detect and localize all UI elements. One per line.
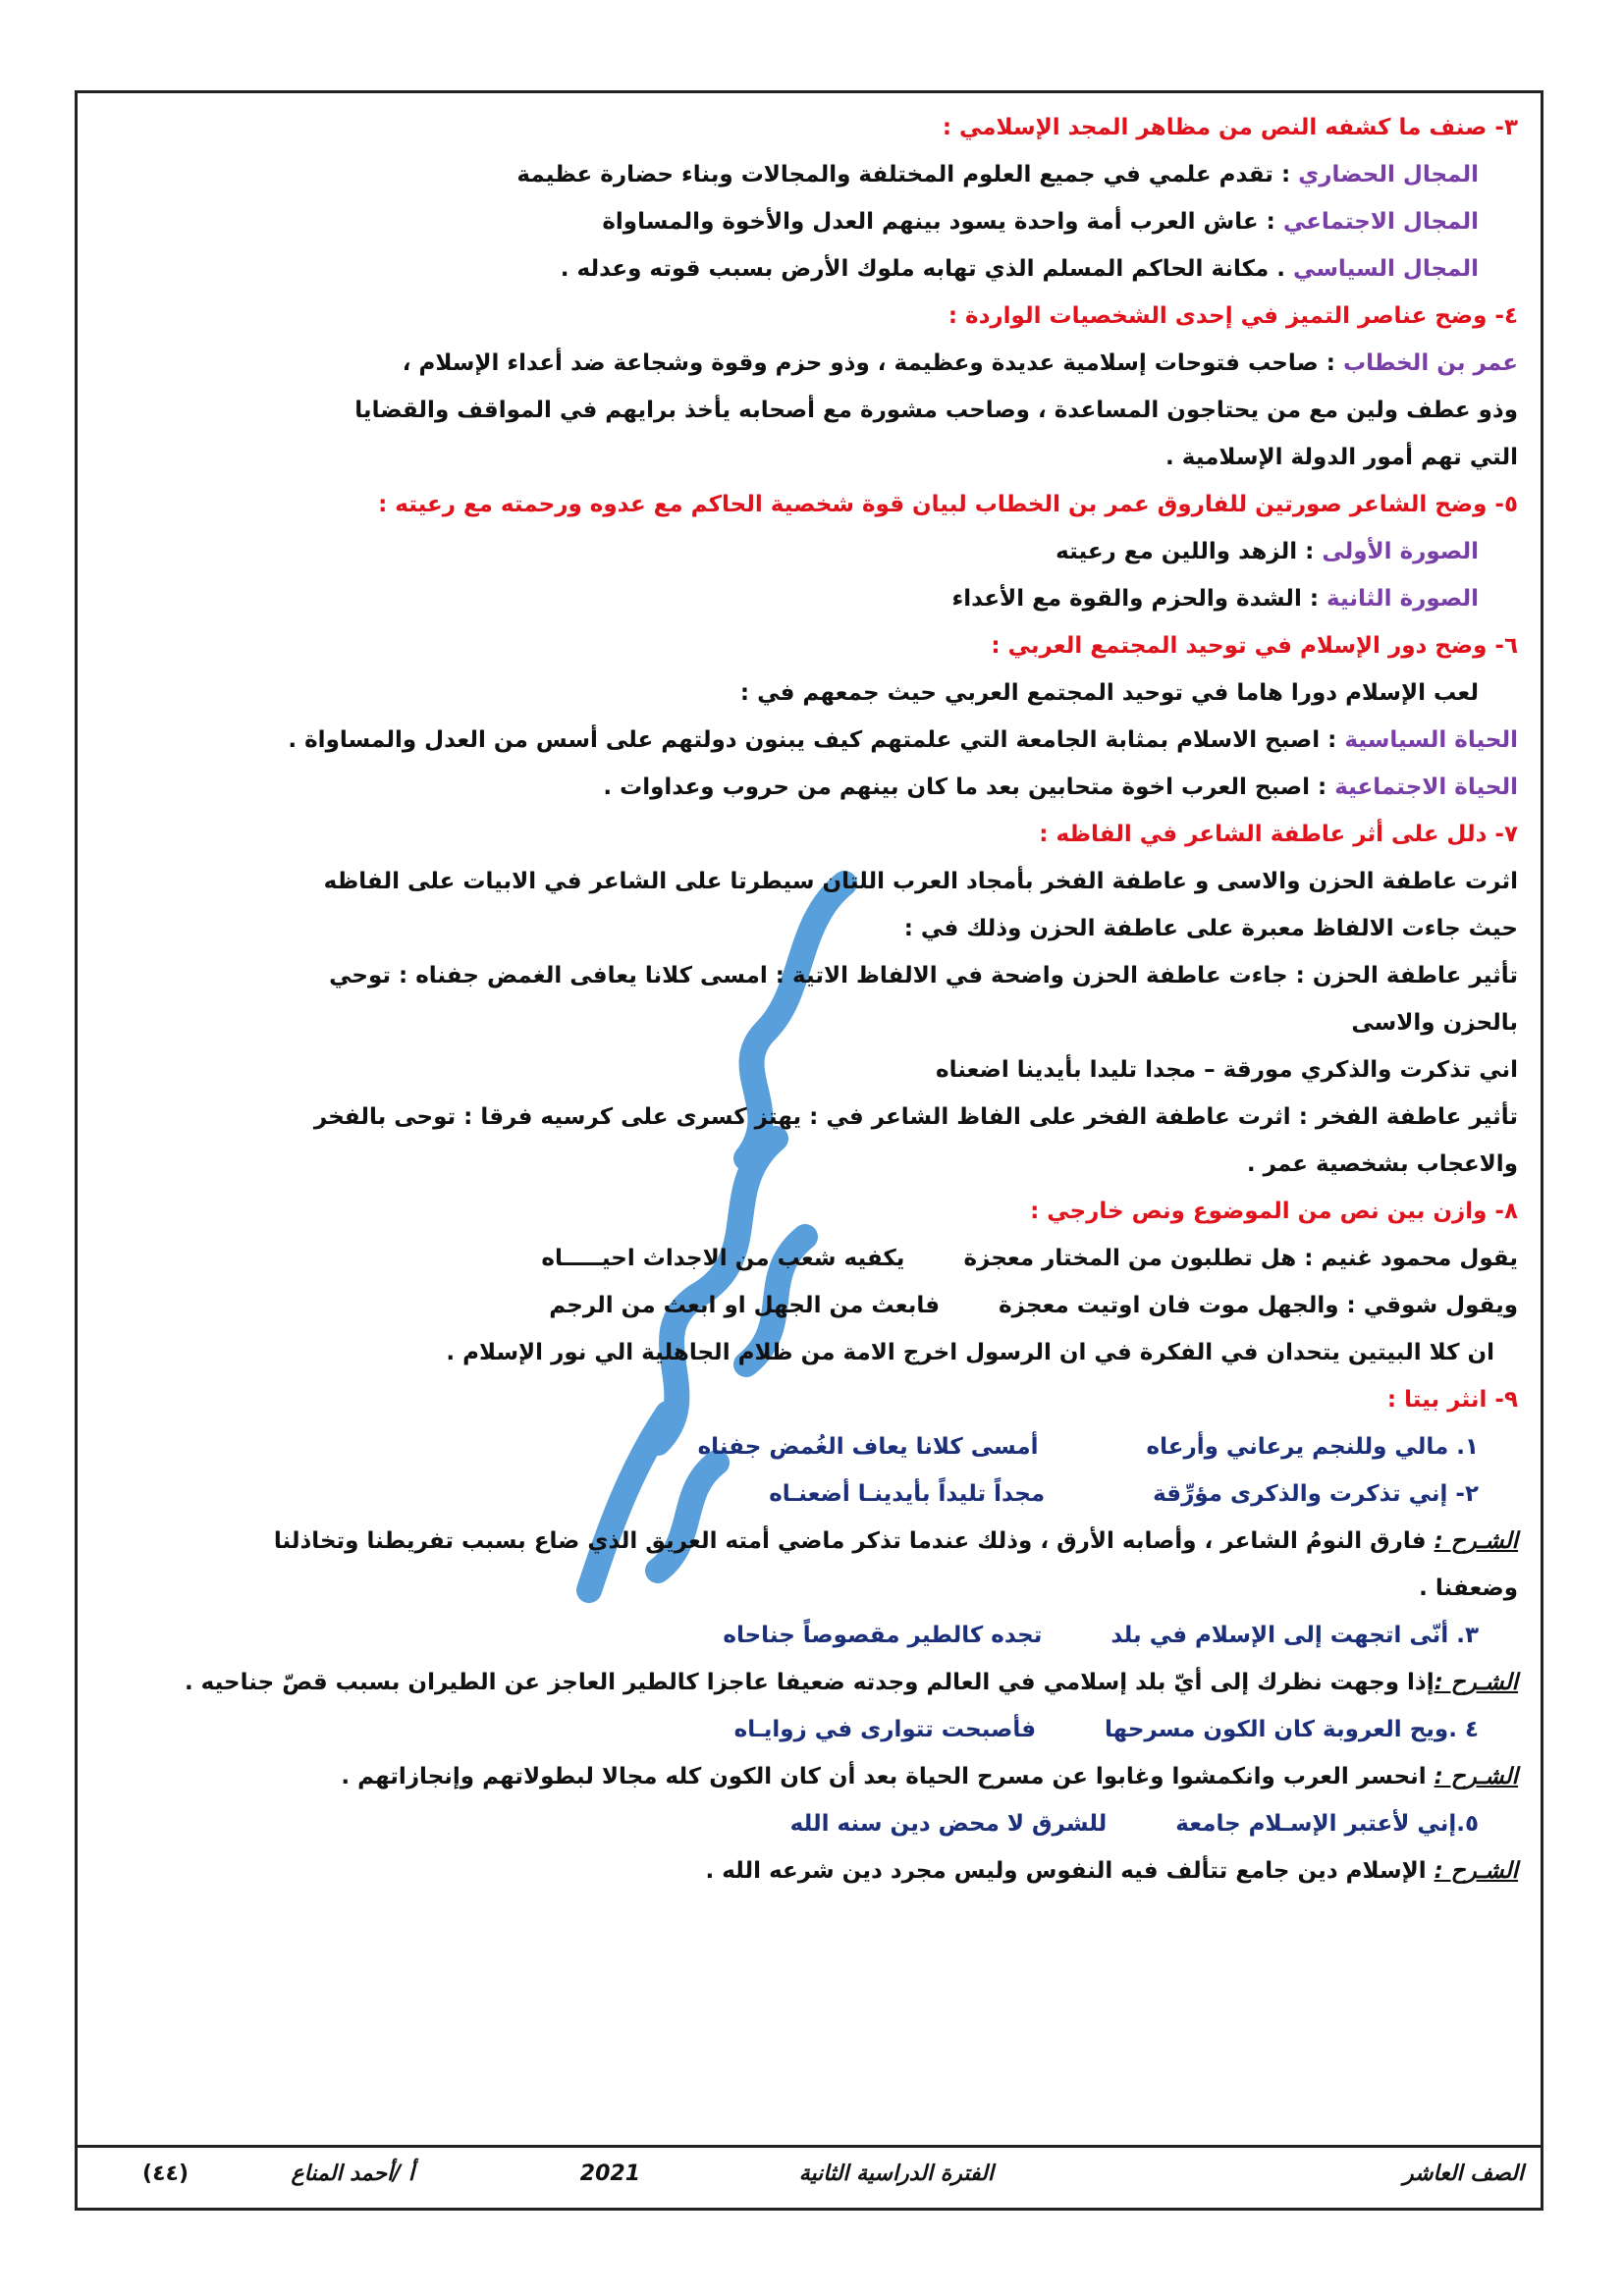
- q9-explain-4: [108, 1847, 1518, 1895]
- q3-item-3-label: المجال السياسي: [1293, 256, 1479, 282]
- q7-line: تأثير عاطفة الفخر : اثرت عاطفة الفخر على الفاظ الشاعر في : يهتز كسرى على كرسيه فرقا : توحى بالفخر: [313, 1104, 1518, 1130]
- q9-verse-3-b: تجده كالطير مقصوصاً جناحاه: [723, 1623, 1043, 1648]
- q5-item-1: [108, 528, 1518, 575]
- q9-explain-1-text: فارق النومُ الشاعر ، وأصابه الأرق ، وذلك عندما تذكر ماضي أمته العريق الذي ضاع بسبب تفريطنا وتخاذلنا: [273, 1528, 1435, 1554]
- q9-verse-5-a: ٥.إني لأعتبر الإسـلام جامعة: [1175, 1811, 1479, 1837]
- q3-item-3: [108, 245, 1518, 293]
- page-footer: [75, 2150, 1543, 2209]
- q3-item-2-label: المجال الاجتماعي: [1282, 209, 1479, 235]
- q5-item-2-text: : الشدة والحزم والقوة مع الأعداء: [951, 586, 1327, 612]
- q6-item-2-text: : اصبح العرب اخوة متحابين بعد ما كان بينهم من حروب وعداوات .: [603, 774, 1335, 800]
- q8-conclusion: ان كلا البيتين يتحدان في الفكرة في ان الرسول اخرج الامة من ظلام الجاهلية الي نور الإسلام .: [446, 1340, 1494, 1365]
- q9-verse-3-a: ٣. أنّى اتجهت إلى الإسلام في بلد: [1110, 1623, 1479, 1648]
- question-7-title: ٧- دلل على أثر عاطفة الشاعر في الفاظه :: [1039, 822, 1518, 847]
- q6-item-2: [108, 764, 1518, 811]
- q9-verse-3: [108, 1612, 1518, 1659]
- q4-line-1-text: : صاحب فتوحات إسلامية عديدة وعظيمة ، وذو حزم وقوة وشجاعة ضد أعداء الإسلام ،: [402, 350, 1343, 376]
- q3-item-1-label: المجال الحضاري: [1298, 162, 1479, 187]
- footer-teacher: أ /أحمد المناع: [291, 2162, 414, 2186]
- question-8-title: ٨- وازن بين نص من الموضوع ونص خارجي :: [1030, 1199, 1518, 1224]
- q9-explain-4-label: الشـرح :: [1434, 1858, 1518, 1884]
- footer-term: الفترة الدراسية الثانية: [798, 2162, 994, 2186]
- q3-item-1: [108, 151, 1518, 198]
- q9-verse-1-a: ١. مالي وللنجم يرعاني وأرعاه: [1146, 1434, 1479, 1460]
- q7-line: بالحزن والاسى: [1351, 1010, 1518, 1036]
- q3-item-2-text: : عاش العرب أمة واحدة يسود بينهم العدل والأخوة والمساواة: [602, 209, 1283, 235]
- q3-item-1-text: : تقدم علمي في جميع العلوم المختلفة والمجالات وبناء حضارة عظيمة: [516, 162, 1299, 187]
- q8-poet-1-a: يقول محمود غنيم : هل تطلبون من المختار معجزة: [963, 1246, 1518, 1271]
- q4-line-3: التي تهم أمور الدولة الإسلامية .: [1165, 445, 1518, 470]
- q9-explain-3-label: الشـرح :: [1434, 1764, 1518, 1789]
- q9-verse-1: [108, 1423, 1518, 1470]
- q7-line: اني تذكرت والذكري مورقة – مجدا تليدا بأيدينا اضعناه: [936, 1057, 1518, 1083]
- q6-intro: لعب الإسلام دورا هاما في توحيد المجتمع العربي حيث جمعهم في :: [739, 680, 1479, 706]
- q7-line: والاعجاب بشخصية عمر .: [1246, 1151, 1518, 1177]
- q9-verse-2: [108, 1470, 1518, 1518]
- q9-verse-4: [108, 1706, 1518, 1753]
- q4-line-2: وذو عطف ولين مع من يحتاجون المساعدة ، وصاحب مشورة مع أصحابه يأخذ برايهم في المواقف والقضايا: [354, 398, 1518, 423]
- footer-year: 2021: [579, 2162, 640, 2186]
- q6-item-1: [108, 717, 1518, 764]
- question-5-title: ٥- وضح الشاعر صورتين للفاروق عمر بن الخطاب لبيان قوة شخصية الحاكم مع عدوه ورحمته مع رعيته :: [378, 492, 1518, 517]
- question-4-title: ٤- وضح عناصر التميز في إحدى الشخصيات الواردة :: [947, 303, 1518, 329]
- q5-item-1-label: الصورة الأولى: [1322, 539, 1479, 564]
- q9-verse-2-b: مجداً تليداً بأيدينـا أضعنـاه: [769, 1481, 1046, 1507]
- q9-verse-2-a: ٢- إني تذكرت والذكرى مؤرِّقة: [1153, 1481, 1479, 1507]
- q3-item-3-text: . مكانة الحاكم المسلم الذي تهابه ملوك الأرض بسبب قوته وعدله .: [560, 256, 1294, 282]
- q9-explain-3: [108, 1753, 1518, 1800]
- q9-explain-2: [108, 1659, 1518, 1706]
- q9-explain-1: [108, 1518, 1518, 1565]
- q8-poet-1: [108, 1235, 1518, 1282]
- question-6-title: ٦- وضح دور الإسلام في توحيد المجتمع العربي :: [991, 633, 1518, 659]
- q4-line-1: [108, 340, 1518, 387]
- q8-poet-2: [108, 1282, 1518, 1329]
- q3-item-2: [108, 198, 1518, 245]
- q9-verse-4-a: ٤ .ويح العروبة كان الكون مسرحها: [1105, 1717, 1479, 1742]
- q9-explain-1b: وضعفنا .: [1419, 1575, 1518, 1601]
- q6-item-2-label: الحياة الاجتماعية: [1334, 774, 1518, 800]
- q9-verse-1-b: أمسى كلانا يعاف الغُمض جفناه: [697, 1434, 1039, 1460]
- q9-explain-4-text: الإسلام دين جامع تتألف فيه النفوس وليس مجرد دين شرعه الله .: [705, 1858, 1435, 1884]
- q9-verse-4-b: فأصبحت تتوارى في زوايـاه: [733, 1717, 1037, 1742]
- q9-explain-1-label: الشـرح :: [1434, 1528, 1518, 1554]
- question-9-title: ٩- انثر بيتا :: [1386, 1387, 1518, 1413]
- q5-item-2: [108, 575, 1518, 622]
- question-3-title: ٣- صنف ما كشفه النص من مظاهر المجد الإسلامي :: [942, 115, 1518, 140]
- q9-verse-5: [108, 1800, 1518, 1847]
- q9-explain-2-label: الشـرح :: [1434, 1670, 1518, 1695]
- q8-poet-2-a: ويقول شوقي : والجهل موت فان اوتيت معجزة: [999, 1293, 1518, 1318]
- q9-verse-5-b: للشرق لا محض دين سنه الله: [789, 1811, 1108, 1837]
- footer-grade: الصف العاشر: [1402, 2162, 1524, 2186]
- q5-item-1-text: : الزهد واللين مع رعيته: [1056, 539, 1323, 564]
- q8-poet-1-b: يكفيه شعب من الاجداث احيـــــاه: [541, 1246, 905, 1271]
- q6-item-1-label: الحياة السياسية: [1344, 727, 1518, 753]
- q8-poet-2-b: فابعث من الجهل او ابعث من الرجم: [549, 1293, 941, 1318]
- q7-line: حيث جاءت الالفاظ معبرة على عاطفة الحزن وذلك في :: [903, 916, 1518, 941]
- q7-line: تأثير عاطفة الحزن : جاءت عاطفة الحزن واضحة في الالفاظ الاتية : امسى كلانا يعافى الغمض جفناه : توحي: [329, 963, 1518, 988]
- q9-explain-3-text: انحسر العرب وانكمشوا وغابوا عن مسرح الحياة بعد أن كان الكون كله مجالا لبطولاتهم وإنجازاتهم .: [341, 1764, 1435, 1789]
- page-content: [108, 104, 1518, 1895]
- q7-line: اثرت عاطفة الحزن والاسى و عاطفة الفخر بأمجاد العرب اللتان سيطرتا على الشاعر في الابيات على الفاظه: [323, 869, 1518, 894]
- q4-name: عمر بن الخطاب: [1342, 350, 1518, 376]
- footer-page-number: (٤٤): [142, 2162, 189, 2186]
- q6-item-1-text: : اصبح الاسلام بمثابة الجامعة التي علمتهم كيف يبنون دولتهم على أسس من العدل والمساواة .: [288, 727, 1345, 753]
- q5-item-2-label: الصورة الثانية: [1326, 586, 1479, 612]
- q9-explain-2-text: إذا وجهت نظرك إلى أيّ بلد إسلامي في العالم وجدته ضعيفا عاجزا كالطير العاجز عن الطيران بسبب قصّ جناحيه .: [184, 1670, 1435, 1695]
